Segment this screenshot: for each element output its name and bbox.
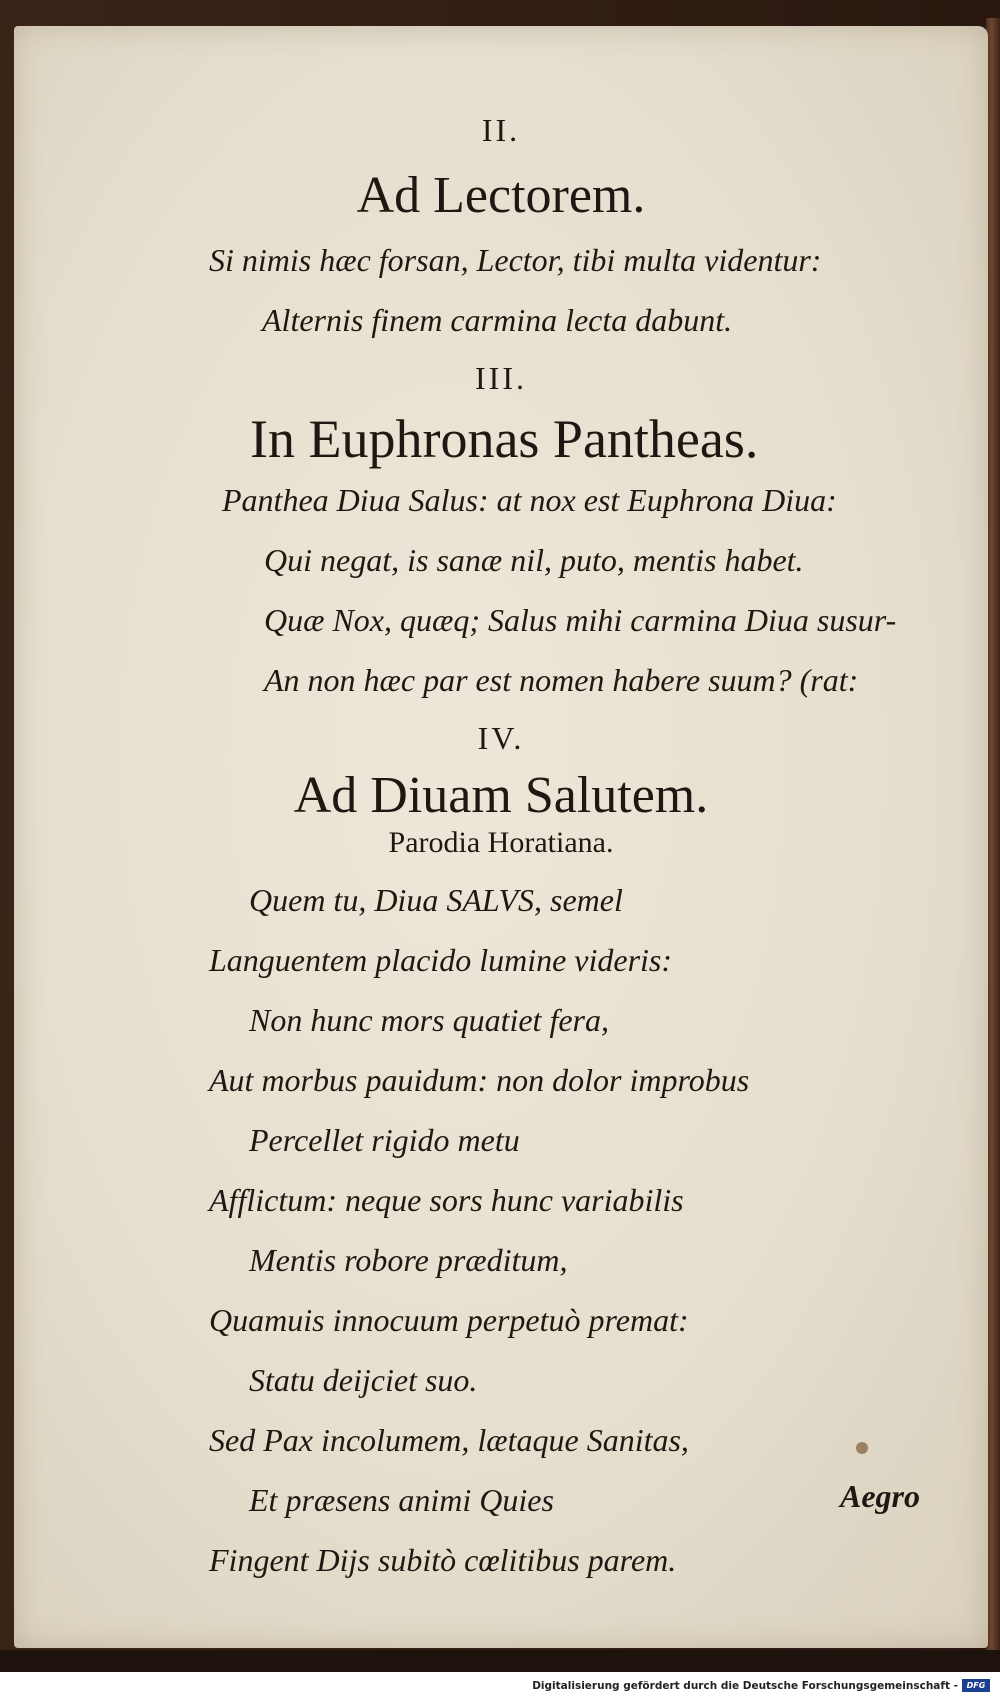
verse-line: Qui negat, is sanæ nil, puto, mentis habet. [264,542,804,578]
verse-line: Statu deijciet suo. [249,1362,478,1398]
verse-line: Aut morbus pauidum: non dolor improbus [209,1062,750,1098]
verse-line: Quem tu, Diua SALVS, semel [249,882,623,918]
poem-number: III. [475,360,527,396]
ink-stain [856,1442,868,1454]
verse-line: Sed Pax incolumem, lætaque Sanitas, [209,1422,689,1458]
verse-line: Si nimis hæc forsan, Lector, tibi multa videntur: [209,242,822,278]
poem-number: IV. [477,720,525,756]
verse-line: Quamuis innocuum perpetuò premat: [209,1302,689,1338]
verse-line: Afflictum: neque sors hunc variabilis [209,1182,684,1218]
verse-line: Mentis robore præditum, [249,1242,568,1278]
verse-line: Non hunc mors quatiet fera, [249,1002,609,1038]
book-edge [986,18,1000,1658]
verse-line: Alternis finem carmina lecta dabunt. [262,302,733,338]
verse-line: Languentem placido lumine videris: [209,942,673,978]
verse-line: Panthea Diua Salus: at nox est Euphrona Diua: [222,482,837,518]
verse-line: Fingent Dijs subitò cœlitibus parem. [209,1542,677,1578]
poem-title: Ad Diuam Salutem. [293,767,709,824]
poem-title: Ad Lectorem. [356,167,646,224]
footer-credit: Digitalisierung gefördert durch die Deutsche Forschungsgemeinschaft - [532,1680,958,1692]
poem-number: II. [481,112,521,148]
verse-line: Et præsens animi Quies [249,1482,554,1518]
verse-line: Percellet rigido metu [249,1122,520,1158]
dfg-logo-icon: DFG [962,1679,990,1692]
footer-bar [0,1672,1000,1698]
poem-subtitle: Parodia Horatiana. [388,826,614,859]
verse-line: An non hæc par est nomen habere suum? (rat: [264,662,859,698]
poem-title: In Euphronas Pantheas. [250,409,759,469]
verse-line: Quæ Nox, quæq; Salus mihi carmina Diua susur- [264,602,897,638]
scan-bottom-edge [0,1650,1000,1672]
book-page [14,26,988,1648]
catchword: Aegro [840,1478,920,1514]
